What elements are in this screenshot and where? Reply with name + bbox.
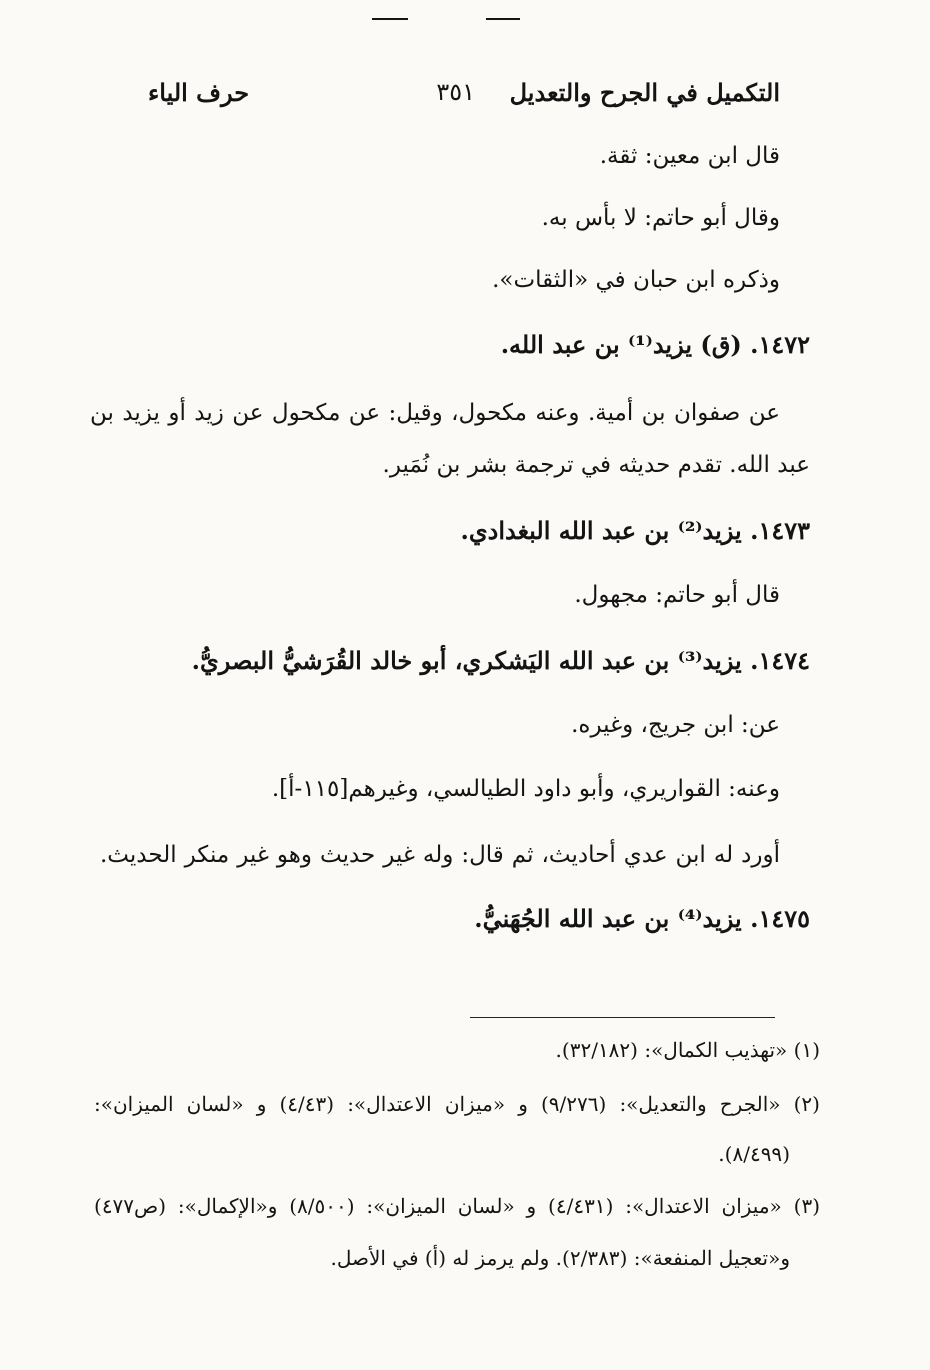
page-number: ٣٥١ [436,78,475,106]
entry-heading-1474: ١٤٧٤. يزيد⁽³⁾ بن عبد الله اليَشكري، أبو خالد القُرَشيُّ البصريُّ. [191,646,810,675]
text-line: قال ابن معين: ثقة. [599,143,780,169]
header-dash [372,18,408,20]
text-line: قال أبو حاتم: مجهول. [574,582,780,608]
text-line: عن صفوان بن أمية. وعنه مكحول، وقيل: عن مكحول عن زيد أو يزيد بن [90,400,780,426]
entry-heading-1472: ١٤٧٢. (ق) يزيد⁽¹⁾ بن عبد الله. [500,330,810,359]
text-line: وعنه: القواريري، وأبو داود الطيالسي، وغيرهم[١١٥-أ]. [271,776,780,802]
text-line: عن: ابن جريج، وغيره. [571,712,780,738]
header-dash [486,18,520,20]
footnote-3-cont: و«تعجيل المنفعة»: (٢/٣٨٣). ولم يرمز له (أ) في الأصل. [330,1246,790,1270]
footnote-separator [470,1017,775,1018]
footnote-3: (٣) «ميزان الاعتدال»: (٤/٤٣١) و «لسان الميزان»: (٨/٥٠٠) و«الإكمال»: (ص٤٧٧) [94,1194,820,1218]
footnote-2-cont: (٨/٤٩٩). [718,1142,790,1166]
footnote-1: (١) «تهذيب الكمال»: (٣٢/١٨٢). [555,1038,820,1062]
running-header [130,78,780,114]
footnote-2: (٢) «الجرح والتعديل»: (٩/٢٧٦) و «ميزان الاعتدال»: (٤/٤٣) و «لسان الميزان»: [94,1092,820,1116]
entry-heading-1473: ١٤٧٣. يزيد⁽²⁾ بن عبد الله البغدادي. [460,516,810,545]
text-line: وقال أبو حاتم: لا بأس به. [541,205,780,231]
section-title: حرف الياء [148,78,250,107]
text-line: أورد له ابن عدي أحاديث، ثم قال: وله غير حديث وهو غير منكر الحديث. [100,842,780,868]
text-line: وذكره ابن حبان في «الثقات». [492,267,780,293]
entry-heading-1475: ١٤٧٥. يزيد⁽⁴⁾ بن عبد الله الجُهَنيُّ. [474,904,810,933]
book-title: التكميل في الجرح والتعديل [509,78,780,107]
text-line: عبد الله. تقدم حديثه في ترجمة بشر بن نُمَير. [382,452,810,478]
